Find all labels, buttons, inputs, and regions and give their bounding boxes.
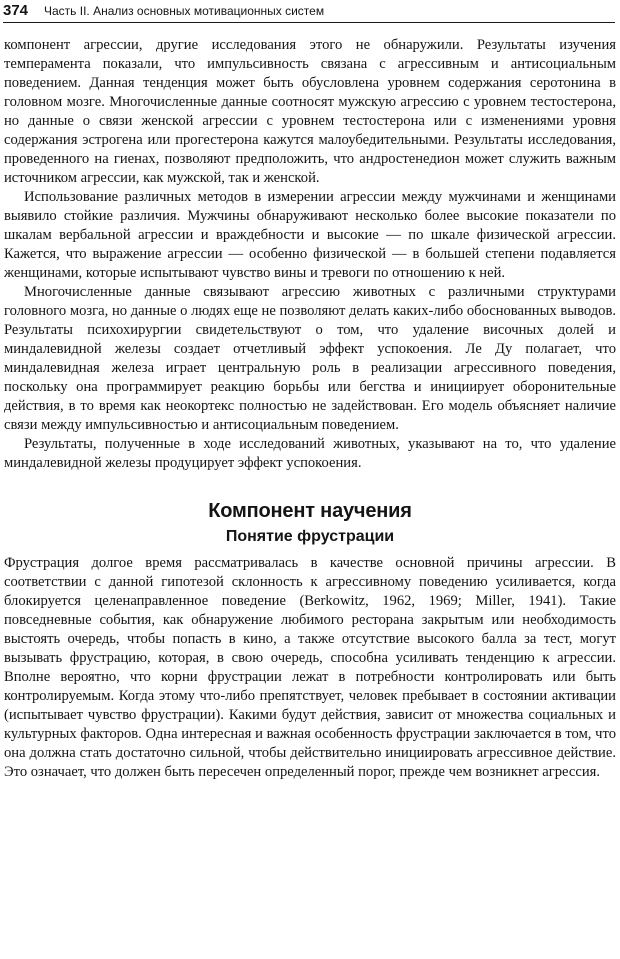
- paragraph-frustration: Фрустрация долгое время рассматривалась в качестве основной причины агрессии. В соответствии с данной гипотезой склонность к агрессивному поведению усиливается, когда блокируется целенаправленное поведение (Berkowitz, 1962, 1969; Miller, 1941). Такие повседневные события, как обнаружение любимого ресторана закрытым или необходимость выстоять очередь, чтобы попасть в кино, а также отсутствие высокого балла за тест, могут вызывать фрустрацию, которая, в свою очередь, способна усиливать тенденцию к агрессии. Вполне вероятно, что корни фрустрации лежат в потребности контролировать или быть контролируемым. Когда этому что-либо препятствует, человек пребывает в состоянии активации (испытывает чувство фрустрации). Какими будут действия, зависит от множества социальных и культурных факторов. Одна интересная и важная особенность фрустрации заключается в том, что она должна стать достаточно сильной, чтобы действительно инициировать агрессивное действие. Это означает, что должен быть пересечен определенный порог, прежде чем возникнет агрессия.: [4, 555, 616, 780]
- body-text: [4, 36, 616, 782]
- paragraph-animal-studies: Результаты, полученные в ходе исследований животных, указывают на то, что удаление миндалевидной железы продуцирует эффект успокоения.: [4, 436, 616, 471]
- page-number: 374: [3, 2, 29, 19]
- page-header: [3, 2, 615, 23]
- paragraph-brain-structures: Многочисленные данные связывают агрессию животных с различными структурами головного мозга, но данные о людях еще не позволяют делать каких-либо обоснованных выводов. Результаты психохирургии свидетельствуют о том, что удаление височных долей и миндалевидной железы создает отчетливый эффект успокоения. Ле Ду полагает, что миндалевидная железа играет центральную роль в реализации агрессивного поведения, поскольку она программирует реакцию борьбы или бегства и инициирует оборонительные действия, в то время как неокортекс полностью не задействован. Его модель объясняет наличие связи между импульсивностью и антисоциальным поведением.: [4, 284, 616, 433]
- section-title: Компонент научения: [208, 500, 412, 522]
- subsection-title: Понятие фрустрации: [225, 528, 395, 545]
- paragraph-continued: компонент агрессии, другие исследования этого не обнаружили. Результаты изучения темперамента показали, что импульсивность связана с агрессивным и антисоциальным поведением. Данная тенденция может быть обусловлена уровнем содержания серотонина в головном мозге. Многочисленные данные соотносят мужскую агрессию с уровнем тестостерона, но данные о связи женской агрессии с уровнем тестостерона или с изменениями уровня содержания эстрогена или прогестерона кажутся малоубедительными. Результаты исследования, проведенного на гиенах, позволяют предположить, что андростенедион может служить важным источником агрессии, как мужской, так и женской.: [4, 37, 616, 186]
- paragraph-gender-differences: Использование различных методов в измерении агрессии между мужчинами и женщинами выявило стойкие различия. Мужчины обнаруживают несколько более высокие показатели по шкалам вербальной агрессии и враждебности и высокие — по шкале физической агрессии. Кажется, что выражение агрессии — особенно физической — в большей степени подавляется женщинами, которые испытывают чувство вины и тревоги по отношению к ней.: [4, 189, 616, 281]
- running-title: Часть II. Анализ основных мотивационных систем: [44, 4, 325, 18]
